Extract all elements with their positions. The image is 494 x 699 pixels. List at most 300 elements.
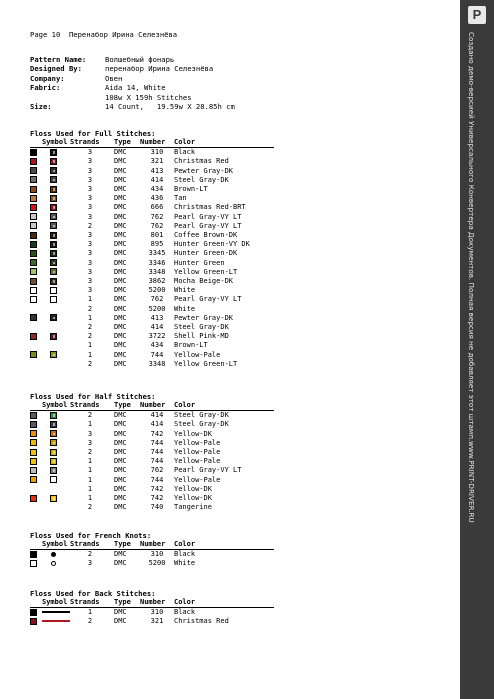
type-cell: DMC — [114, 295, 127, 304]
swatch-cell — [30, 295, 42, 304]
column-header-strands: Strands — [70, 138, 110, 148]
type-cell: DMC — [114, 411, 127, 420]
swatch-cell — [30, 617, 42, 626]
swatch-cell — [30, 457, 42, 466]
type-cell: DMC — [114, 332, 127, 341]
type-cell: DMC — [114, 304, 127, 313]
stitch-symbol-icon — [50, 268, 57, 275]
table-row — [30, 268, 274, 277]
strands-cell: 1 — [87, 457, 93, 466]
strands-cell: 3 — [87, 148, 93, 157]
stitch-symbol-icon — [50, 278, 57, 285]
color-cell: Yellow-Pale — [174, 438, 221, 447]
symbol-cell — [42, 148, 70, 158]
type-cell: DMC — [114, 341, 127, 350]
symbol-cell — [42, 203, 70, 212]
type-cell: DMC — [114, 313, 127, 322]
color-cell: Yellow-Pale — [174, 457, 221, 466]
table-row — [30, 194, 274, 203]
table-row — [30, 295, 274, 304]
stitch-symbol-icon — [50, 167, 57, 174]
number-cell: 744 — [150, 448, 164, 457]
strands-cell: 1 — [87, 484, 93, 493]
color-swatch — [30, 296, 37, 303]
table-row — [30, 259, 274, 268]
swatch-cell — [30, 559, 42, 568]
table-row — [30, 448, 274, 457]
print-driver-logo: P — [468, 6, 486, 24]
strands-cell: 2 — [87, 323, 93, 332]
strands-cell: 2 — [87, 448, 93, 457]
back-stitch-line-icon — [42, 611, 70, 613]
color-cell: Brown-LT — [174, 185, 208, 194]
symbol-cell — [42, 157, 70, 166]
color-cell: White — [174, 304, 196, 313]
swatch-cell — [30, 203, 42, 212]
table-row — [30, 503, 274, 512]
number-cell: 762 — [150, 221, 164, 230]
meta-key — [30, 93, 105, 102]
symbol-cell — [42, 494, 70, 503]
watermark-line-2: www.PRINT-DRIVER.RU — [467, 441, 476, 524]
number-cell: 3348 — [148, 267, 166, 276]
number-cell: 434 — [150, 341, 164, 350]
type-cell: DMC — [114, 286, 127, 295]
column-header-swatch — [30, 540, 42, 550]
type-cell: DMC — [114, 559, 127, 568]
table-row — [30, 485, 274, 494]
color-swatch — [30, 287, 37, 294]
stitch-symbol-icon — [50, 296, 57, 303]
swatch-cell — [30, 420, 42, 429]
type-cell: DMC — [114, 212, 127, 221]
floss-table — [30, 598, 274, 627]
type-cell: DMC — [114, 448, 127, 457]
number-cell: 666 — [150, 203, 164, 212]
color-cell: Tangerine — [174, 503, 212, 512]
table-header-row — [30, 540, 274, 550]
stitch-symbol-icon — [50, 158, 57, 165]
watermark-sidebar — [460, 0, 494, 699]
strands-cell: 2 — [87, 304, 93, 313]
color-cell: Hunter Green-DK — [174, 249, 238, 258]
strands-cell: 3 — [87, 249, 93, 258]
section-title: Floss Used for Back Stitches: — [30, 589, 156, 598]
number-cell: 414 — [150, 323, 164, 332]
french-knot-icon — [51, 561, 56, 566]
floss-table — [30, 401, 274, 512]
number-cell: 414 — [150, 175, 164, 184]
table-row — [30, 157, 274, 166]
symbol-cell — [42, 466, 70, 475]
number-cell: 310 — [150, 148, 164, 157]
stitch-symbol-icon — [50, 259, 57, 266]
table-row — [30, 240, 274, 249]
stitch-symbol-icon — [50, 250, 57, 257]
color-cell: Yellow-Pale — [174, 350, 221, 359]
swatch-cell — [30, 341, 42, 350]
number-cell: 3345 — [148, 249, 166, 258]
color-swatch — [30, 167, 37, 174]
column-header-strands: Strands — [70, 401, 110, 411]
meta-key: Size: — [30, 102, 52, 112]
type-cell: DMC — [114, 221, 127, 230]
swatch-cell — [30, 411, 42, 421]
column-header-symbol: Symbol — [42, 598, 70, 608]
number-cell: 414 — [150, 411, 164, 420]
column-header-number: Number — [140, 401, 174, 411]
meta-key: Fabric: — [30, 83, 61, 93]
meta-row — [30, 102, 235, 111]
color-swatch — [30, 495, 37, 502]
color-swatch — [30, 351, 37, 358]
color-cell: Christmas Red — [174, 157, 229, 166]
table-row — [30, 305, 274, 314]
stitch-symbol-icon — [50, 204, 57, 211]
swatch-cell — [30, 466, 42, 475]
symbol-cell — [42, 185, 70, 194]
strands-cell: 3 — [87, 277, 93, 286]
color-swatch — [30, 430, 37, 437]
table-row — [30, 608, 274, 618]
meta-row — [30, 64, 235, 73]
strands-cell: 2 — [87, 359, 93, 368]
symbol-cell — [42, 286, 70, 295]
column-header-number: Number — [140, 598, 174, 608]
table-header-row — [30, 401, 274, 411]
symbol-cell — [42, 439, 70, 448]
number-cell: 3722 — [148, 332, 166, 341]
symbol-cell — [42, 277, 70, 286]
symbol-cell — [42, 617, 70, 626]
type-cell: DMC — [114, 420, 127, 429]
column-header-swatch — [30, 401, 42, 411]
table-row — [30, 148, 274, 158]
column-header-symbol: Symbol — [42, 540, 70, 550]
stitch-symbol-icon — [50, 333, 57, 340]
meta-value: 14 Count, 19.59w X 28.85h cm — [105, 102, 235, 112]
symbol-cell — [42, 314, 70, 323]
type-cell: DMC — [114, 484, 127, 493]
table-row — [30, 430, 274, 439]
color-cell: Steel Gray-DK — [174, 323, 229, 332]
color-swatch — [30, 278, 37, 285]
table-row — [30, 323, 274, 332]
color-cell: Shell Pink-MD — [174, 332, 229, 341]
color-swatch — [30, 476, 37, 483]
watermark-line-1: Создано демо-версией Универсального Конвертера Документов. Полная версия не добавляет этот штамп. — [467, 32, 476, 442]
table-row — [30, 617, 274, 626]
number-cell: 5200 — [148, 286, 166, 295]
column-header-strands: Strands — [70, 598, 110, 608]
color-swatch — [30, 412, 37, 419]
color-swatch — [30, 195, 37, 202]
table-row — [30, 249, 274, 258]
color-cell: Yellow-DK — [174, 494, 212, 503]
color-swatch — [30, 560, 37, 567]
color-swatch — [30, 259, 37, 266]
column-header-symbol: Symbol — [42, 401, 70, 411]
stitch-symbol-icon — [50, 149, 57, 156]
type-cell: DMC — [114, 148, 127, 157]
column-header-color: Color — [174, 401, 274, 411]
color-cell: Christmas Red — [174, 617, 229, 626]
section-title: Floss Used for Full Stitches: — [30, 129, 156, 138]
color-swatch — [30, 186, 37, 193]
number-cell: 762 — [150, 466, 164, 475]
symbol-cell — [42, 323, 70, 332]
symbol-cell — [42, 550, 70, 560]
color-swatch — [30, 213, 37, 220]
stitch-symbol-icon — [50, 213, 57, 220]
number-cell: 414 — [150, 420, 164, 429]
type-cell: DMC — [114, 350, 127, 359]
swatch-cell — [30, 360, 42, 369]
color-swatch — [30, 618, 37, 625]
swatch-cell — [30, 157, 42, 166]
column-header-color: Color — [174, 540, 274, 550]
strands-cell: 3 — [87, 267, 93, 276]
swatch-cell — [30, 286, 42, 295]
swatch-cell — [30, 485, 42, 494]
watermark-text — [466, 32, 488, 682]
strands-cell: 1 — [87, 420, 93, 429]
table-row — [30, 167, 274, 176]
color-cell: Pearl Gray-VY LT — [174, 295, 242, 304]
color-cell: Christmas Red-BRT — [174, 203, 246, 212]
type-cell: DMC — [114, 267, 127, 276]
swatch-cell — [30, 249, 42, 258]
stitch-symbol-icon — [50, 176, 57, 183]
swatch-cell — [30, 351, 42, 360]
color-cell: Hunter Green-VY DK — [174, 240, 250, 249]
type-cell: DMC — [114, 429, 127, 438]
type-cell: DMC — [114, 550, 127, 559]
column-header-symbol: Symbol — [42, 138, 70, 148]
strands-cell: 3 — [87, 203, 93, 212]
swatch-cell — [30, 277, 42, 286]
table-row — [30, 439, 274, 448]
table-row — [30, 476, 274, 485]
strands-cell: 2 — [87, 550, 93, 559]
swatch-cell — [30, 259, 42, 268]
column-header-type: Type — [110, 138, 140, 148]
floss-table — [30, 540, 274, 569]
back-stitch-line-icon — [42, 620, 70, 622]
color-cell: Yellow-DK — [174, 484, 212, 493]
color-cell: Pewter Gray-DK — [174, 166, 234, 175]
color-swatch — [30, 609, 37, 616]
swatch-cell — [30, 148, 42, 158]
stitch-symbol-icon — [50, 458, 57, 465]
table-row — [30, 466, 274, 475]
meta-key: Pattern Name: — [30, 55, 87, 64]
color-swatch — [30, 268, 37, 275]
strands-cell: 3 — [87, 231, 93, 240]
symbol-cell — [42, 448, 70, 457]
stitch-symbol-icon — [50, 186, 57, 193]
swatch-cell — [30, 608, 42, 618]
meta-row — [30, 93, 235, 102]
color-swatch — [30, 314, 37, 321]
stitch-symbol-icon — [50, 476, 57, 483]
number-cell: 413 — [150, 166, 164, 175]
swatch-cell — [30, 332, 42, 341]
floss-table — [30, 138, 274, 369]
table-header-row — [30, 138, 274, 148]
symbol-cell — [42, 332, 70, 341]
number-cell: 895 — [150, 240, 164, 249]
meta-row — [30, 83, 235, 92]
type-cell: DMC — [114, 166, 127, 175]
color-cell: Pearl Gray-VY LT — [174, 466, 242, 475]
stitch-symbol-icon — [50, 467, 57, 474]
type-cell: DMC — [114, 203, 127, 212]
color-cell: Yellow Green-LT — [174, 359, 238, 368]
number-cell: 434 — [150, 185, 164, 194]
type-cell: DMC — [114, 617, 127, 626]
swatch-cell — [30, 430, 42, 439]
meta-value: Волшебный фонарь — [105, 55, 175, 64]
french-knot-icon — [51, 552, 56, 557]
color-swatch — [30, 439, 37, 446]
stitch-symbol-icon — [50, 222, 57, 229]
color-swatch — [30, 421, 37, 428]
swatch-cell — [30, 503, 42, 512]
strands-cell: 3 — [87, 166, 93, 175]
strands-cell: 3 — [87, 157, 93, 166]
number-cell: 740 — [150, 503, 164, 512]
strands-cell: 1 — [87, 494, 93, 503]
color-cell: Steel Gray-DK — [174, 175, 229, 184]
meta-value: перенабор Ирина Селезнёва — [105, 64, 214, 74]
strands-cell: 1 — [87, 466, 93, 475]
type-cell: DMC — [114, 240, 127, 249]
strands-cell: 3 — [87, 258, 93, 267]
strands-cell: 3 — [87, 185, 93, 194]
color-cell: Black — [174, 550, 196, 559]
strands-cell: 2 — [87, 221, 93, 230]
column-header-swatch — [30, 598, 42, 608]
symbol-cell — [42, 259, 70, 268]
color-cell: Pewter Gray-DK — [174, 313, 234, 322]
color-swatch — [30, 204, 37, 211]
type-cell: DMC — [114, 231, 127, 240]
column-header-color: Color — [174, 598, 274, 608]
stitch-symbol-icon — [50, 439, 57, 446]
meta-value: Aida 14, White — [105, 83, 166, 93]
stitch-symbol-icon — [50, 421, 57, 428]
swatch-cell — [30, 476, 42, 485]
table-row — [30, 411, 274, 421]
section-title: Floss Used for French Knots: — [30, 531, 152, 540]
strands-cell: 3 — [87, 194, 93, 203]
number-cell: 744 — [150, 457, 164, 466]
swatch-cell — [30, 213, 42, 222]
type-cell: DMC — [114, 323, 127, 332]
type-cell: DMC — [114, 258, 127, 267]
number-cell: 742 — [150, 429, 164, 438]
color-swatch — [30, 458, 37, 465]
swatch-cell — [30, 305, 42, 314]
color-cell: Steel Gray-DK — [174, 420, 229, 429]
type-cell: DMC — [114, 466, 127, 475]
swatch-cell — [30, 231, 42, 240]
type-cell: DMC — [114, 194, 127, 203]
meta-row — [30, 74, 235, 83]
number-cell: 5200 — [148, 304, 166, 313]
strands-cell: 3 — [87, 286, 93, 295]
table-row — [30, 277, 274, 286]
strands-cell: 1 — [87, 350, 93, 359]
table-row — [30, 231, 274, 240]
strands-cell: 3 — [87, 438, 93, 447]
swatch-cell — [30, 185, 42, 194]
color-cell: Pearl Gray-VY LT — [174, 221, 242, 230]
type-cell: DMC — [114, 608, 127, 617]
number-cell: 310 — [150, 550, 164, 559]
swatch-cell — [30, 222, 42, 231]
strands-cell: 3 — [87, 240, 93, 249]
color-cell: Mocha Beige-DK — [174, 277, 234, 286]
symbol-cell — [42, 420, 70, 429]
type-cell: DMC — [114, 503, 127, 512]
strands-cell: 1 — [87, 341, 93, 350]
color-cell: Steel Gray-DK — [174, 411, 229, 420]
type-cell: DMC — [114, 359, 127, 368]
table-row — [30, 213, 274, 222]
swatch-cell — [30, 439, 42, 448]
symbol-cell — [42, 485, 70, 494]
table-row — [30, 332, 274, 341]
symbol-cell — [42, 305, 70, 314]
swatch-cell — [30, 194, 42, 203]
swatch-cell — [30, 550, 42, 560]
table-row — [30, 550, 274, 560]
table-row — [30, 420, 274, 429]
symbol-cell — [42, 222, 70, 231]
type-cell: DMC — [114, 494, 127, 503]
symbol-cell — [42, 268, 70, 277]
meta-value: Овен — [105, 73, 123, 83]
type-cell: DMC — [114, 277, 127, 286]
color-cell: Brown-LT — [174, 341, 208, 350]
number-cell: 310 — [150, 608, 164, 617]
table-row — [30, 457, 274, 466]
table-row — [30, 494, 274, 503]
symbol-cell — [42, 476, 70, 485]
column-header-number: Number — [140, 138, 174, 148]
strands-cell: 1 — [87, 475, 93, 484]
color-swatch — [30, 158, 37, 165]
color-cell: Pearl Gray-VY LT — [174, 212, 242, 221]
color-swatch — [30, 241, 37, 248]
column-header-swatch — [30, 138, 42, 148]
type-cell: DMC — [114, 175, 127, 184]
color-swatch — [30, 222, 37, 229]
strands-cell: 1 — [87, 313, 93, 322]
symbol-cell — [42, 457, 70, 466]
swatch-cell — [30, 323, 42, 332]
color-cell: Black — [174, 148, 196, 157]
type-cell: DMC — [114, 185, 127, 194]
number-cell: 436 — [150, 194, 164, 203]
stitch-symbol-icon — [50, 351, 57, 358]
strands-cell: 3 — [87, 559, 93, 568]
number-cell: 321 — [150, 617, 164, 626]
color-swatch — [30, 176, 37, 183]
meta-key: Designed By: — [30, 64, 82, 74]
